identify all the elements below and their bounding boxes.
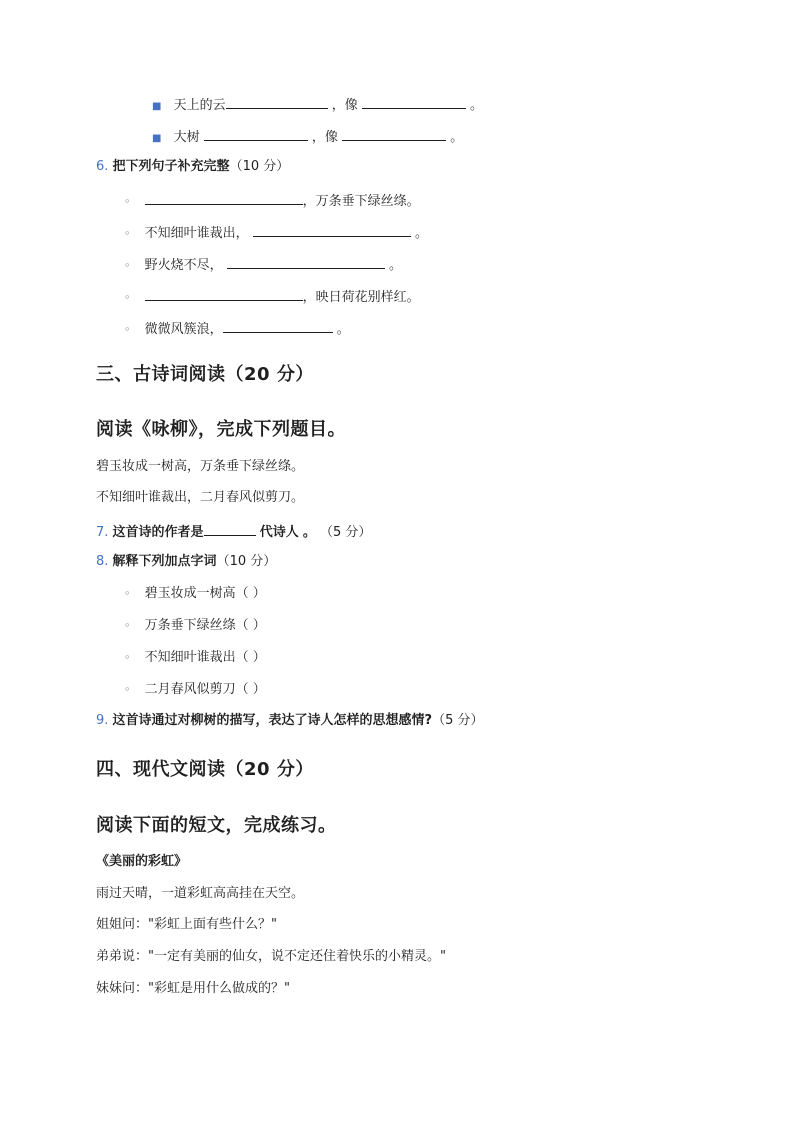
list-item bbox=[124, 649, 266, 667]
item-text: ，万条垂下绿丝绦。 bbox=[302, 194, 420, 209]
answer-blank[interactable] bbox=[204, 126, 308, 141]
item-text: 不知细叶谁裁出， bbox=[144, 226, 249, 241]
question-text: 代诗人 bbox=[259, 525, 299, 540]
question-text: 解释下列加点字词 bbox=[112, 554, 217, 569]
item-text: 。 bbox=[336, 322, 350, 337]
section-subheading: 阅读下面的短文，完成练习。 bbox=[96, 815, 337, 836]
question-9 bbox=[96, 712, 484, 730]
item-text: 万条垂下绿丝绦（ ） bbox=[144, 618, 266, 633]
question-7 bbox=[96, 521, 371, 542]
square-bullet-icon: ■ bbox=[152, 101, 162, 112]
list-item bbox=[124, 222, 428, 243]
circle-bullet-icon: ◦ bbox=[124, 259, 131, 272]
fill-end: 。 bbox=[450, 130, 464, 145]
list-item bbox=[124, 254, 402, 275]
list-item bbox=[124, 190, 420, 211]
item-text: 。 bbox=[414, 226, 428, 241]
item-text: 不知细叶谁裁出（ ） bbox=[144, 650, 266, 665]
answer-blank[interactable] bbox=[145, 190, 303, 205]
list-item bbox=[124, 681, 266, 699]
circle-bullet-icon: ◦ bbox=[124, 683, 131, 696]
question-score: （5 分） bbox=[432, 713, 484, 728]
passage-line: 雨过天晴，一道彩虹高高挂在天空。 bbox=[96, 886, 305, 901]
circle-bullet-icon: ◦ bbox=[124, 651, 131, 664]
fill-end: 。 bbox=[470, 98, 484, 113]
passage-line: 妹妹问："彩虹是用什么做成的？" bbox=[96, 981, 290, 996]
fill-subject: 大树 bbox=[173, 130, 200, 145]
question-score: （10 分） bbox=[229, 159, 290, 174]
poem-line: 碧玉妆成一树高，万条垂下绿丝绦。 bbox=[96, 459, 305, 474]
section-subheading: 阅读《咏柳》，完成下列题目。 bbox=[96, 419, 346, 440]
passage-line: 姐姐问："彩虹上面有些什么？" bbox=[96, 917, 277, 932]
answer-blank[interactable] bbox=[226, 94, 328, 109]
fill-connector: ，像 bbox=[331, 98, 358, 113]
circle-bullet-icon: ◦ bbox=[124, 195, 131, 208]
question-6 bbox=[96, 158, 289, 176]
list-item bbox=[124, 585, 266, 603]
circle-bullet-icon: ◦ bbox=[124, 291, 131, 304]
question-8 bbox=[96, 553, 276, 571]
passage-title: 《美丽的彩虹》 bbox=[96, 854, 188, 869]
answer-blank[interactable] bbox=[227, 254, 385, 269]
square-bullet-icon: ■ bbox=[152, 133, 162, 144]
answer-blank[interactable] bbox=[204, 521, 256, 536]
question-text: 把下列句子补充完整 bbox=[112, 159, 230, 174]
answer-blank[interactable] bbox=[145, 286, 303, 301]
question-number: 6. bbox=[96, 159, 109, 174]
item-text: ，映日荷花别样红。 bbox=[302, 290, 420, 305]
list-item bbox=[124, 286, 420, 307]
question-number: 7. bbox=[96, 525, 109, 540]
question-text: 这首诗通过对柳树的描写，表达了诗人怎样的思想感情? bbox=[112, 713, 433, 728]
circle-bullet-icon: ◦ bbox=[124, 619, 131, 632]
item-text: 二月春风似剪刀（ ） bbox=[144, 682, 266, 697]
fill-connector: ，像 bbox=[311, 130, 338, 145]
list-item bbox=[124, 318, 350, 339]
passage-line: 弟弟说："一定有美丽的仙女，说不定还住着快乐的小精灵。" bbox=[96, 949, 446, 964]
section-heading: 三、古诗词阅读（20 分） bbox=[96, 364, 314, 385]
question-number: 9. bbox=[96, 713, 109, 728]
question-score: （5 分） bbox=[320, 525, 372, 540]
question-text: 这首诗的作者是 bbox=[112, 525, 204, 540]
item-text: 野火烧不尽， bbox=[144, 258, 223, 273]
question-end: 。 bbox=[302, 525, 316, 540]
item-text: 碧玉妆成一树高（ ） bbox=[144, 586, 266, 601]
item-text: 。 bbox=[388, 258, 402, 273]
answer-blank[interactable] bbox=[342, 126, 446, 141]
fill-item bbox=[152, 94, 483, 116]
circle-bullet-icon: ◦ bbox=[124, 227, 131, 240]
section-heading: 四、现代文阅读（20 分） bbox=[96, 759, 314, 780]
fill-subject: 天上的云 bbox=[173, 98, 226, 113]
item-text: 微微风簇浪， bbox=[144, 322, 223, 337]
list-item bbox=[124, 617, 266, 635]
question-score: （10 分） bbox=[216, 554, 277, 569]
poem-line: 不知细叶谁裁出，二月春风似剪刀。 bbox=[96, 490, 305, 505]
circle-bullet-icon: ◦ bbox=[124, 587, 131, 600]
answer-blank[interactable] bbox=[253, 222, 411, 237]
answer-blank[interactable] bbox=[362, 94, 466, 109]
question-number: 8. bbox=[96, 554, 109, 569]
circle-bullet-icon: ◦ bbox=[124, 323, 131, 336]
answer-blank[interactable] bbox=[223, 318, 333, 333]
fill-item bbox=[152, 126, 463, 148]
